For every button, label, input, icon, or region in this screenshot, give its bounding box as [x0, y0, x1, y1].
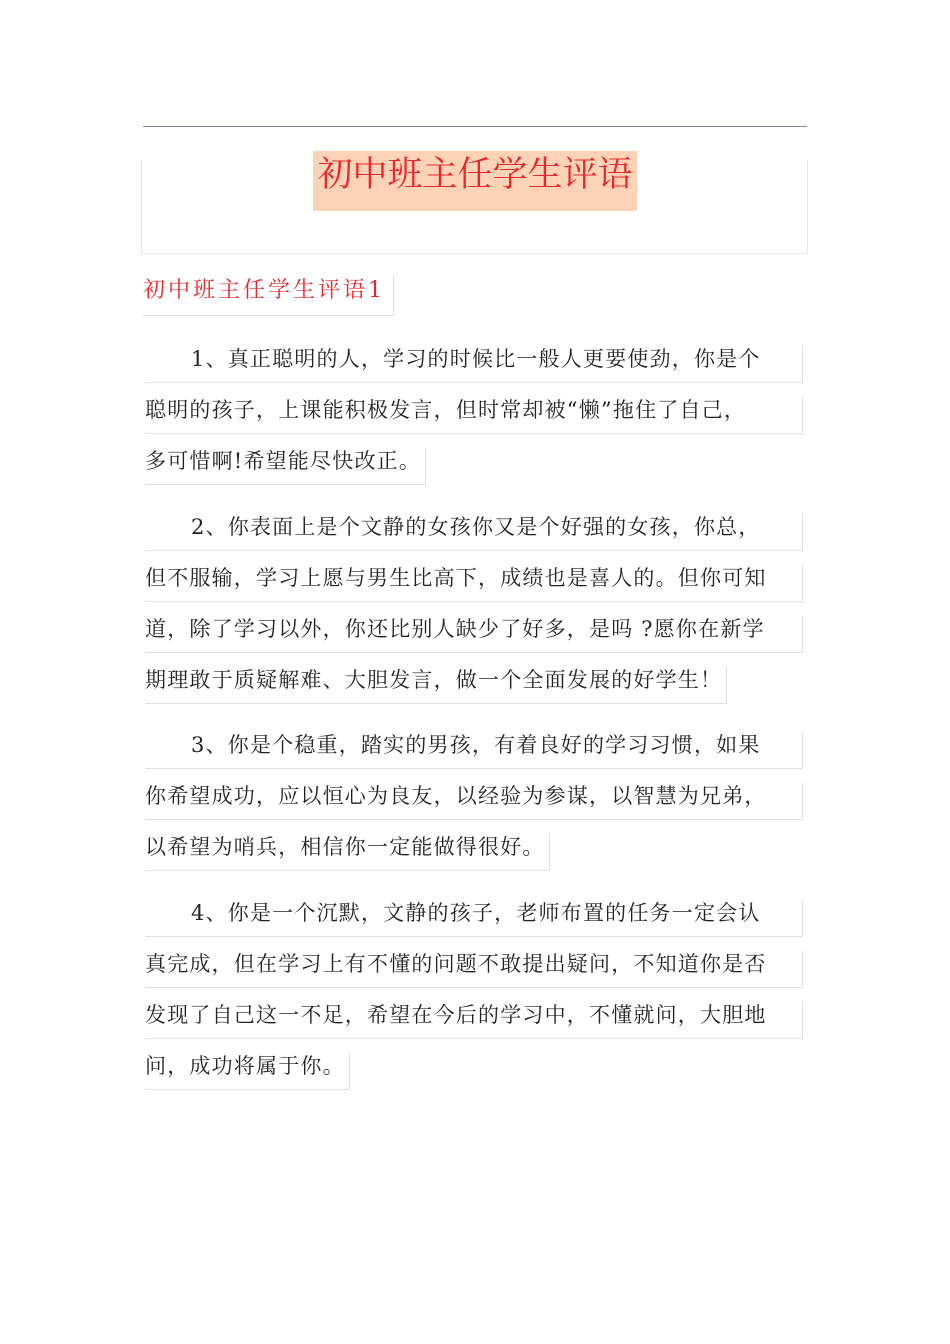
paragraph-1: [145, 346, 807, 499]
document-title: 初中班主任学生评语: [313, 151, 637, 211]
paragraph-line: 期理敢于质疑解难、大胆发言，做一个全面发展的好学生！: [145, 667, 807, 718]
paragraph-line: 2、你表面上是个文静的女孩你又是个好强的女孩，你总，: [145, 514, 807, 565]
paragraph-line: 问，成功将属于你。: [145, 1053, 807, 1104]
paragraph-line: 但不服输，学习上愿与男生比高下，成绩也是喜人的。但你可知: [145, 565, 807, 616]
paragraph-line: 3、你是个稳重，踏实的男孩，有着良好的学习习惯，如果: [145, 732, 807, 783]
paragraph-line: 发现了自己这一不足，希望在今后的学习中，不懂就问，大胆地: [145, 1002, 807, 1053]
header-rule: [143, 126, 807, 127]
paragraph-line: 1、真正聪明的人，学习的时候比一般人更要使劲，你是个: [145, 346, 807, 397]
paragraph-4: [145, 900, 807, 1104]
paragraph-3: [145, 732, 807, 885]
paragraph-line: 多可惜啊!希望能尽快改正。: [145, 448, 807, 499]
paragraph-line: 4、你是一个沉默，文静的孩子，老师布置的任务一定会认: [145, 900, 807, 951]
paragraph-2: [145, 514, 807, 718]
paragraph-line: 你希望成功，应以恒心为良友，以经验为参谋，以智慧为兄弟，: [145, 783, 807, 834]
paragraph-line: 以希望为哨兵，相信你一定能做得很好。: [145, 834, 807, 885]
paragraph-line: 真完成，但在学习上有不懂的问题不敢提出疑问，不知道你是否: [145, 951, 807, 1002]
paragraph-line: 聪明的孩子，上课能积极发言，但时常却被“懒”拖住了自己，: [145, 397, 807, 448]
section-heading: 初中班主任学生评语1: [143, 276, 394, 316]
paragraph-line: 道，除了学习以外，你还比别人缺少了好多，是吗 ?愿你在新学: [145, 616, 807, 667]
